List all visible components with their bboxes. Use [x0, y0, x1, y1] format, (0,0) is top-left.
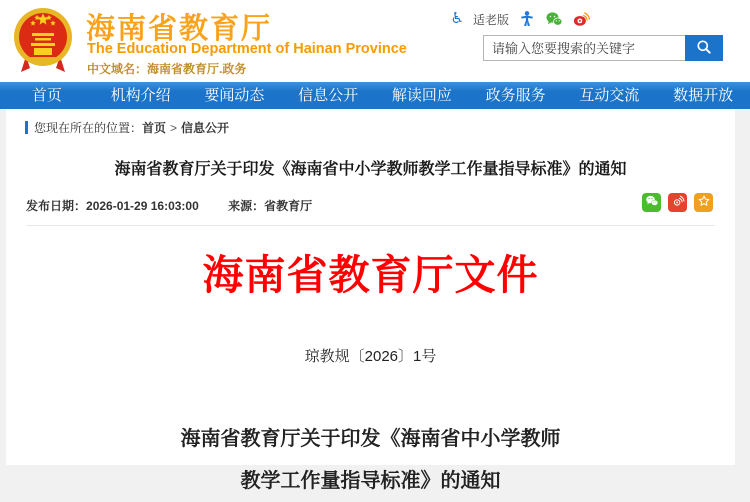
breadcrumb-separator: > — [170, 120, 178, 135]
elder-version-link[interactable]: 适老版 — [472, 12, 509, 27]
document-title — [6, 418, 735, 502]
wheelchair-accessibility-icon[interactable]: ♿ — [450, 10, 464, 27]
search-input[interactable] — [483, 35, 685, 61]
search-bar — [483, 35, 723, 61]
document-number: 琼教规〔2026〕1号 — [304, 348, 437, 365]
favorite-button[interactable] — [694, 193, 713, 212]
document-title-line1: 海南省教育厅关于印发《海南省中小学教师 — [180, 428, 561, 450]
breadcrumb — [6, 109, 735, 136]
article-meta — [26, 196, 715, 216]
wechat-share-icon — [645, 194, 659, 211]
nav-item-org-intro[interactable]: 机构介绍 — [110, 87, 171, 104]
article-title: 海南省教育厅关于印发《海南省中小学教师教学工作量指导标准》的通知 — [114, 161, 627, 178]
weibo-icon[interactable] — [572, 10, 590, 28]
meta-divider — [26, 225, 715, 226]
barrier-free-person-icon[interactable] — [518, 10, 536, 28]
search-icon — [695, 38, 713, 59]
wechat-icon[interactable] — [545, 10, 563, 28]
breadcrumb-current-link[interactable]: 信息公开 — [181, 121, 230, 135]
document-red-header: 海南省教育厅文件 — [202, 252, 539, 298]
nav-item-gov-services[interactable]: 政务服务 — [485, 87, 546, 104]
site-title: 海南省教育厅 — [86, 13, 273, 45]
site-domain-label: 中文域名：海南省教育厅.政务 — [87, 62, 247, 76]
publish-date-label: 发布日期： — [26, 199, 87, 213]
content-card — [6, 109, 735, 492]
nav-item-interaction[interactable]: 互动交流 — [579, 87, 640, 104]
search-button[interactable] — [685, 35, 723, 61]
source-label: 来源： — [228, 199, 265, 213]
publish-date-value: 2026-01-29 16:03:00 — [86, 199, 199, 213]
breadcrumb-prefix: 您现在所在的位置： — [34, 121, 143, 135]
share-weibo-button[interactable] — [668, 193, 687, 212]
document-title-line2: 教学工作量指导标准》的通知 — [240, 470, 501, 492]
nav-item-home[interactable]: 首页 — [31, 87, 62, 104]
main-navigation — [0, 82, 750, 109]
nav-item-news[interactable]: 要闻动态 — [204, 87, 265, 104]
weibo-share-icon — [671, 194, 685, 211]
national-emblem-logo — [12, 6, 74, 76]
site-header — [0, 0, 750, 82]
header-tools — [451, 9, 590, 29]
breadcrumb-accent-bar — [25, 121, 28, 134]
star-icon — [697, 194, 711, 211]
source-value: 省教育厅 — [264, 199, 313, 213]
breadcrumb-home-link[interactable]: 首页 — [142, 121, 167, 135]
nav-item-open-data[interactable]: 数据开放 — [673, 87, 734, 104]
share-buttons — [642, 193, 713, 212]
site-title-english: The Education Department of Hainan Province — [87, 41, 407, 57]
share-wechat-button[interactable] — [642, 193, 661, 212]
nav-item-interpretation[interactable]: 解读回应 — [391, 87, 452, 104]
nav-item-info-disclosure[interactable]: 信息公开 — [298, 87, 359, 104]
